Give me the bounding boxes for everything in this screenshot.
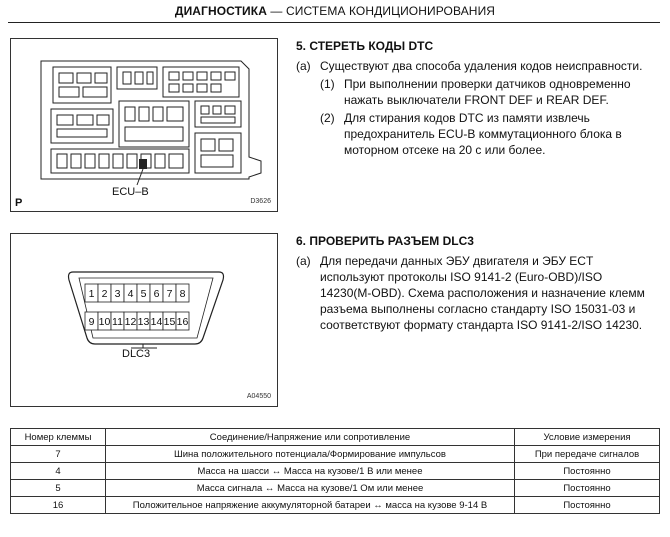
pin-top-label: 6 xyxy=(153,288,160,300)
fuse-block-figure xyxy=(10,38,278,212)
table-cell-terminal: 16 xyxy=(11,497,106,514)
dlc3-label: DLC3 xyxy=(122,348,151,360)
step5-sub2-mark: (2) xyxy=(320,111,335,125)
page-header xyxy=(0,4,670,18)
ecu-b-label: ECU–B xyxy=(112,186,149,198)
header-title-rest: — СИСТЕМА КОНДИЦИОНИРОВАНИЯ xyxy=(266,4,496,18)
col-header-connection: Соединение/Напряжение или сопротивление xyxy=(106,429,515,446)
table-cell-terminal: 4 xyxy=(11,463,106,480)
pin-bottom-label: 12 xyxy=(124,316,137,328)
table-cell-connection: Положительное напряжение аккумуляторной батареи ↔ масса на кузове 9-14 В xyxy=(106,497,515,514)
pin-top-label: 7 xyxy=(166,288,173,300)
step6-title: 6. ПРОВЕРИТЬ РАЗЪЕМ DLC3 xyxy=(296,234,474,248)
pin-row-top xyxy=(85,284,189,302)
step6-item-a-mark: (a) xyxy=(296,254,311,268)
table-row xyxy=(11,480,660,497)
pin-top-label: 5 xyxy=(140,288,147,300)
pin-top-label: 4 xyxy=(127,288,134,300)
corner-p-mark: P xyxy=(15,197,23,209)
col-header-condition: Условие измерения xyxy=(515,429,660,446)
pin-bottom-label: 9 xyxy=(88,316,95,328)
step5-sub2-text: Для стирания кодов DTC из памяти извлечь предохранитель ECU-B коммутационного блока в моторном отсеке на 20 с или более. xyxy=(344,111,622,157)
table-cell-connection: Масса на шасси ↔ Масса на кузове/1 В или менее xyxy=(106,463,515,480)
table-cell-condition: Постоянно xyxy=(515,480,660,497)
step5-section xyxy=(296,38,656,158)
terminal-table xyxy=(10,428,660,514)
table-row xyxy=(11,446,660,463)
pin-top-label: 3 xyxy=(114,288,121,300)
header-title-bold: ДИАГНОСТИКА xyxy=(174,4,267,18)
figure1-code: D3626 xyxy=(250,198,271,205)
table-row xyxy=(11,497,660,514)
step5-title: 5. СТЕРЕТЬ КОДЫ DTC xyxy=(296,39,434,53)
table-cell-connection: Масса сигнала ↔ Масса на кузове/1 Ом или менее xyxy=(106,480,515,497)
pin-bottom-label: 13 xyxy=(137,316,150,328)
pin-top-label: 1 xyxy=(88,288,95,300)
header-divider xyxy=(8,22,660,23)
ecu-b-fuse xyxy=(139,159,147,169)
pin-bottom-label: 11 xyxy=(112,316,123,328)
pin-bottom-label: 14 xyxy=(150,316,163,328)
step5-item-a-text: Существуют два способа удаления кодов неисправности. xyxy=(320,59,643,73)
step6-section xyxy=(296,233,656,333)
table-cell-condition: При передаче сигналов xyxy=(515,446,660,463)
table-cell-terminal: 7 xyxy=(11,446,106,463)
step6-item-a-text: Для передачи данных ЭБУ двигателя и ЭБУ ECT используют протоколы ISO 9141-2 (Euro-OBD)/ISO 14230(M-OBD). Схема расположения и назначение клемм разъема выполнены согласно стандарту ISO 15031-03 и соответствуют формату стандарта ISO 9141-2/ISO 14230. xyxy=(320,254,645,332)
step5-item-a xyxy=(296,58,656,74)
table-header-row xyxy=(11,429,660,446)
table-cell-condition: Постоянно xyxy=(515,497,660,514)
step5-sub2 xyxy=(296,110,656,158)
step5-sub1-text: При выполнении проверки датчиков одновременно нажать выключатели FRONT DEF и REAR DEF. xyxy=(344,77,631,107)
ecu-b-leader-line xyxy=(137,169,143,185)
table-cell-connection: Шина положительного потенциала/Формирование импульсов xyxy=(106,446,515,463)
pin-bottom-label: 15 xyxy=(163,316,176,328)
step5-sub1 xyxy=(296,76,656,108)
step5-sub1-mark: (1) xyxy=(320,77,335,91)
table-cell-terminal: 5 xyxy=(11,480,106,497)
table-row xyxy=(11,463,660,480)
pin-top-label: 8 xyxy=(179,288,186,300)
pin-bottom-label: 16 xyxy=(176,316,189,328)
pin-bottom-label: 10 xyxy=(98,316,111,328)
pin-top-label: 2 xyxy=(101,288,108,300)
table-cell-condition: Постоянно xyxy=(515,463,660,480)
figure2-code: A04550 xyxy=(246,393,271,400)
col-header-terminal: Номер клеммы xyxy=(11,429,106,446)
dlc3-figure xyxy=(10,233,278,407)
pin-row-bottom xyxy=(85,312,189,330)
dlc3-connector-illustration xyxy=(11,234,277,406)
step6-item-a xyxy=(296,253,656,333)
step5-item-a-mark: (a) xyxy=(296,59,311,73)
